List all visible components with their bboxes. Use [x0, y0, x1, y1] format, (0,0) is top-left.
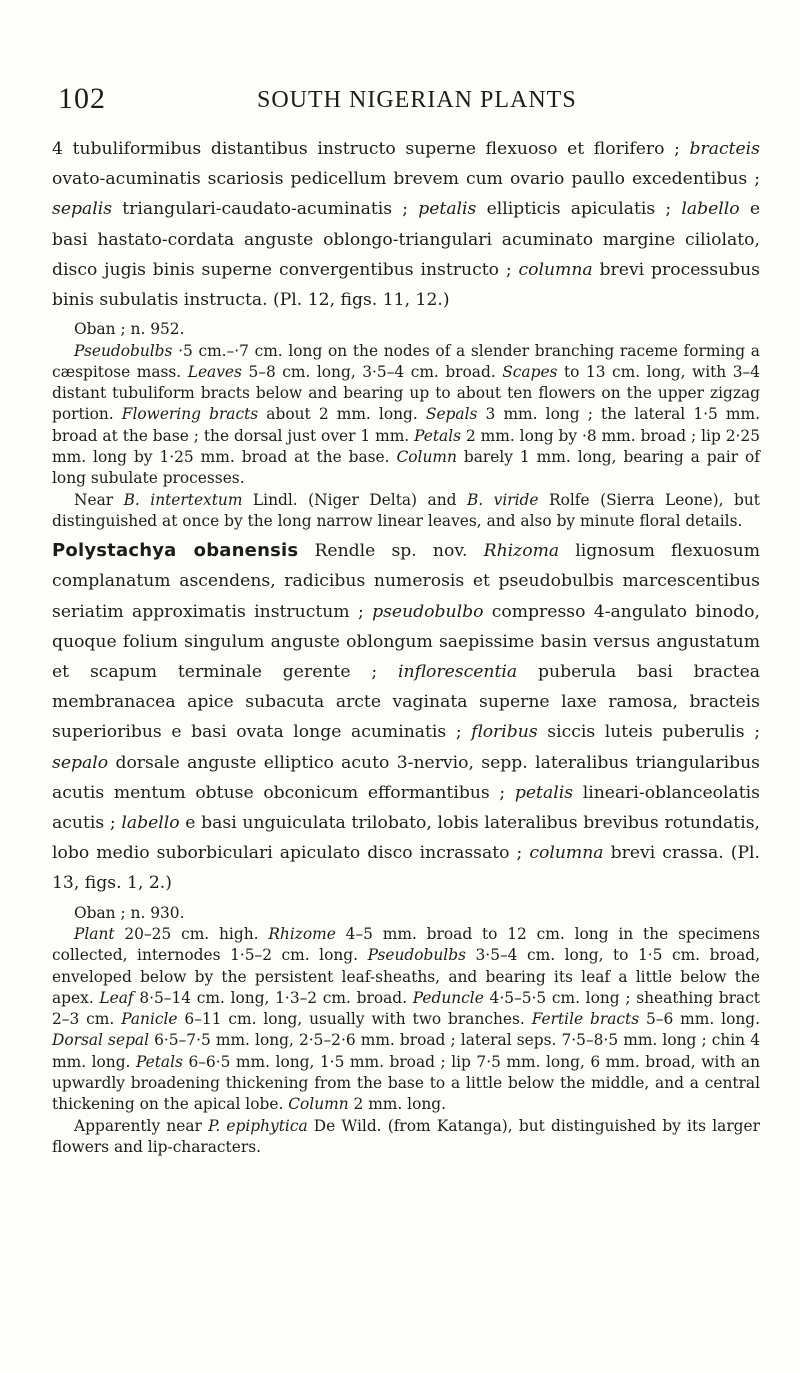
body-text	[52, 134, 760, 1158]
latin-diagnosis-continued: 4 tubuliformibus distantibus instructo superne flexuoso et florifero ; bracteis ovato-acuminatis scariosis pedicellum brevem cum ovario paullo excedentibus ; sepalis triangulari-caudato-acuminatis ; petalis ellipticis apiculatis ; labello e basi hastato-cordata anguste oblongo-triangulari acuminato margine ciliolato, disco jugis binis superne convergentibus instructo ; columna brevi processubus binis subulatis instructa. (Pl. 12, figs. 11, 12.)	[52, 139, 760, 311]
species-diagnosis-polystachya: Polystachya obanensis Rendle sp. nov. Rhizoma lignosum flexuosum complanatum ascendens, radicibus numerosis et pseudobulbis marcescentibus seriatim approximatis instructum ; pseudobulbo compresso 4-angulato binodo, quoque folium singulum anguste oblongum saepissime basin versus angustatum et scapum terminale gerente ; inflorescentia puberula basi bractea membranacea apice subacuta arcte vaginata superne laxe ramosa, bracteis superioribus e basi ovata longe acuminatis ; floribus siccis luteis puberulis ; sepalo dorsale anguste elliptico acuto 3-nervio, sepp. lateralibus triangularibus acutis mentum obtuse obconicum efformantibus ; petalis lineari-oblanceolatis acutis ; labello e basi unguiculata trilobato, lobis lateralibus brevibus rotundatis, lobo medio suborbiculari apiculato disco incrassato ; columna brevi crassa. (Pl. 13, figs. 1, 2.)	[52, 540, 761, 894]
affinity-note: Apparently near P. epiphytica De Wild. (from Katanga), but distinguished by its larger flowers and lip-characters.	[52, 1116, 760, 1156]
page-header	[52, 0, 760, 115]
locality-oban-930: Oban ; n. 930.	[74, 903, 185, 922]
page-number: 102	[58, 82, 106, 115]
species-title: Polystachya obanensis	[52, 540, 299, 562]
affinity-note: Near B. intertextum Lindl. (Niger Delta) and B. viride Rolfe (Sierra Leone), but distinguished at once by the long narrow linear leaves, and also by minute floral details.	[52, 490, 760, 530]
locality-oban-952: Oban ; n. 952.	[74, 320, 185, 339]
description-paragraph: Plant 20–25 cm. high. Rhizome 4–5 mm. broad to 12 cm. long in the specimens collected, internodes 1·5–2 cm. long. Pseudobulbs 3·5–4 cm. long, to 1·5 cm. broad, enveloped below by the persistent leaf-sheaths, and bearing its leaf a little below the apex. Leaf 8·5–14 cm. long, 1·3–2 cm. broad. Peduncle 4·5–5·5 cm. long ; sheathing bract 2–3 cm. Panicle 6–11 cm. long, usually with two branches. Fertile bracts 5–6 mm. long. Dorsal sepal 6·5–7·5 mm. long, 2·5–2·6 mm. broad ; lateral seps. 7·5–8·5 mm. long ; chin 4 mm. long. Petals 6–6·5 mm. long, 1·5 mm. broad ; lip 7·5 mm. long, 6 mm. broad, with an upwardly broadening thickening from the base to a little below the middle, and a central thickening on the apical lobe. Column 2 mm. long.	[52, 924, 760, 1114]
description-paragraph: Pseudobulbs ·5 cm.–·7 cm. long on the nodes of a slender branching raceme forming a cæspitose mass. Leaves 5–8 cm. long, 3·5–4 cm. broad. Scapes to 13 cm. long, with 3–4 distant tubuliform bracts below and bearing up to about ten flowers on the upper zigzag portion. Flowering bracts about 2 mm. long. Sepals 3 mm. long ; the lateral 1·5 mm. broad at the base ; the dorsal just over 1 mm. Petals 2 mm. long by ·8 mm. broad ; lip 2·25 mm. long by 1·25 mm. broad at the base. Column barely 1 mm. long, bearing a pair of long subulate processes.	[52, 341, 761, 488]
running-head: SOUTH NIGERIAN PLANTS	[257, 87, 577, 113]
